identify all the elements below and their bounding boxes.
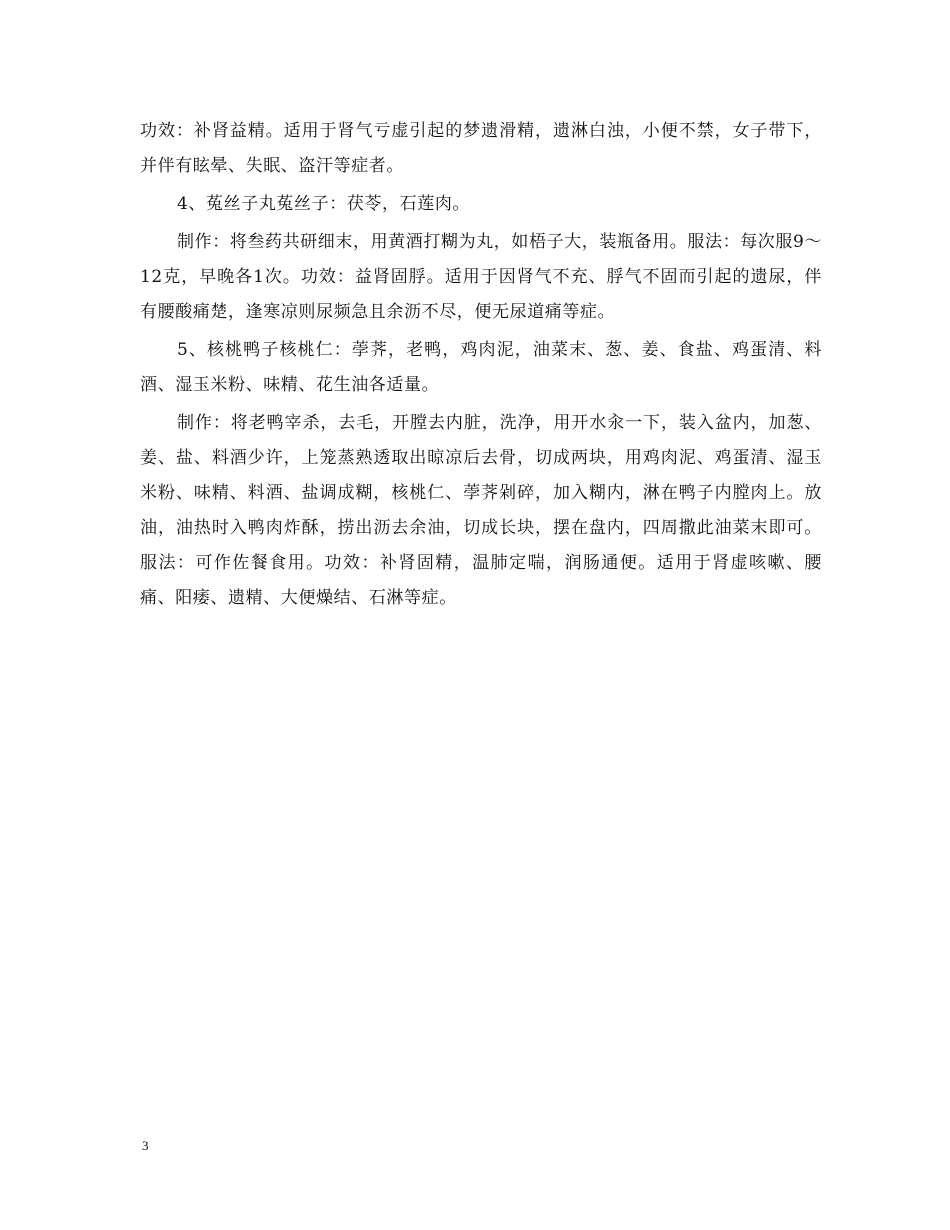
document-body — [140, 114, 822, 619]
paragraph-efficacy-continued: 功效：补肾益精。适用于肾气亏虚引起的梦遗滑精，遗淋白浊，小便不禁，女子带下，并伴有眩晕、失眠、盗汗等症者。 — [140, 121, 822, 176]
page-number: 3 — [142, 1138, 149, 1153]
paragraph-recipe-5-method: 制作：将老鸭宰杀，去毛，开膛去内脏，洗净，用开水汆一下，装入盆内，加葱、姜、盐、料酒少许，上笼蒸熟透取出晾凉后去骨，切成两块，用鸡肉泥、鸡蛋清、湿玉米粉、味精、料酒、盐调成糊，核桃仁、荸荠剁碎，加入糊内，淋在鸭子内膛肉上。放油，油热时入鸭肉炸酥，捞出沥去余油，切成长块，摆在盘内，四周撒此油菜末即可。服法：可作佐餐食用。功效：补肾固精，温肺定喘，润肠通便。适用于肾虚咳嗽、腰痛、阳痿、遗精、大便燥结、石淋等症。 — [140, 413, 822, 608]
paragraph-recipe-4-title: 4、菟丝子丸菟丝子：茯苓，石莲肉。 — [177, 194, 471, 214]
paragraph-recipe-5-title: 5、核桃鸭子核桃仁：荸荠，老鸭，鸡肉泥，油菜末、葱、姜、食盐、鸡蛋清、料酒、湿玉米粉、味精、花生油各适量。 — [140, 340, 822, 395]
paragraph-recipe-4-method: 制作：将叁药共研细末，用黄酒打糊为丸，如梧子大，装瓶备用。服法：每次服9～12克，早晚各1次。功效：益肾固脬。适用于因肾气不充、脬气不固而引起的遗尿，伴有腰酸痛楚，逢寒凉则尿频急且余沥不尽，便无尿道痛等症。 — [140, 232, 823, 322]
